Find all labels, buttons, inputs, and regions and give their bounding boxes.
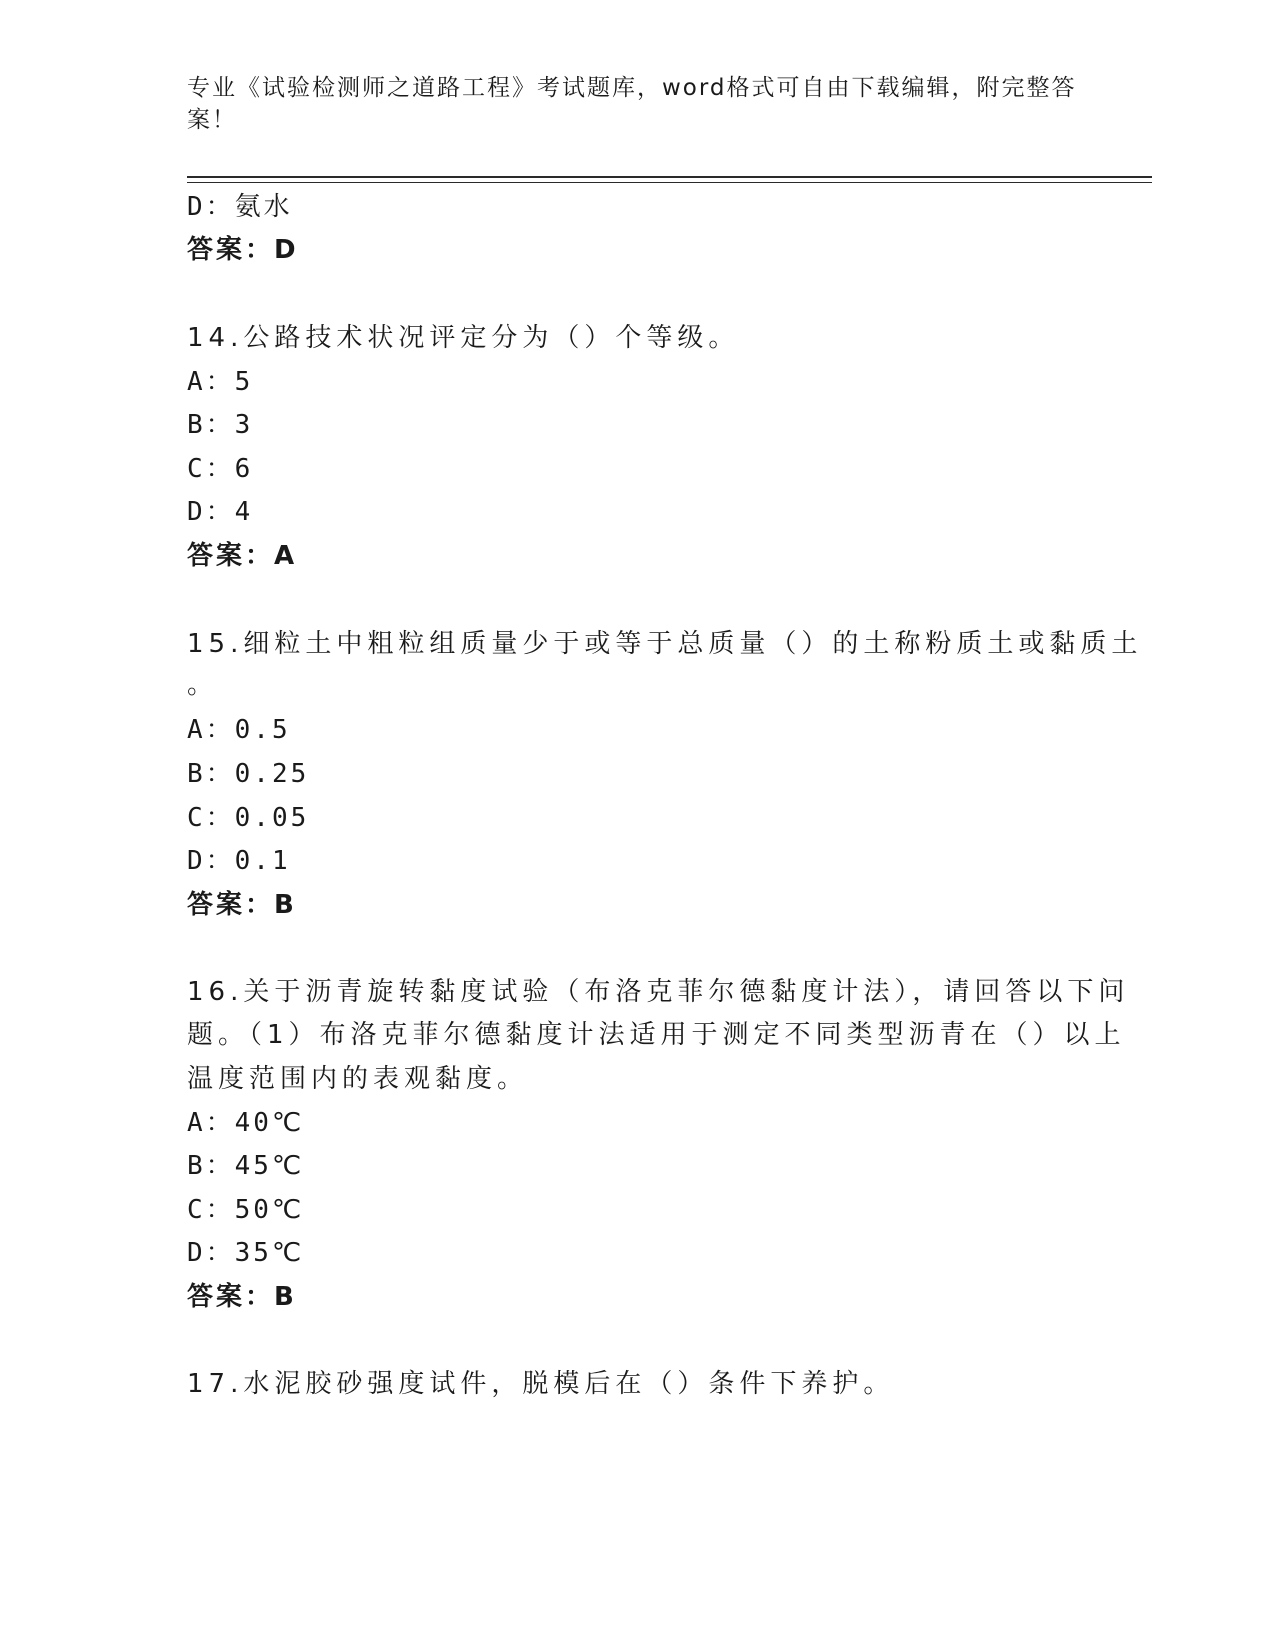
q14-option-c: C：6 — [187, 454, 254, 484]
header-divider-bottom — [187, 182, 1152, 183]
q15-question-line-2: 。 — [187, 670, 218, 700]
q17-question: 17.水泥胶砂强度试件，脱模后在（）条件下养护。 — [187, 1369, 895, 1399]
q15-option-a: A：0.5 — [187, 715, 291, 745]
q15-answer: 答案：B — [187, 890, 297, 920]
q14-answer: 答案：A — [187, 541, 298, 571]
q15-option-d: D：0.1 — [187, 846, 291, 876]
header-line-1: 专业《试验检测师之道路工程》考试题库，word格式可自由下载编辑，附完整答 — [187, 75, 1077, 101]
q14-option-b: B：3 — [187, 410, 254, 440]
header-divider-top — [187, 176, 1152, 178]
document-header — [187, 72, 1077, 136]
header-line-2: 案！ — [187, 107, 237, 133]
q15-question-line-1: 15.细粒土中粗粒组质量少于或等于总质量（）的土称粉质土或黏质土 — [187, 629, 1143, 659]
q16-option-d: D：35℃ — [187, 1238, 305, 1268]
q15-option-c: C：0.05 — [187, 803, 310, 833]
q16-option-c: C：50℃ — [187, 1195, 305, 1225]
q14-question: 14.公路技术状况评定分为（）个等级。 — [187, 323, 740, 353]
q13-answer: 答案：D — [187, 235, 299, 265]
q15-option-b: B：0.25 — [187, 759, 310, 789]
q16-answer: 答案：B — [187, 1282, 297, 1312]
q16-question-line-1: 16.关于沥青旋转黏度试验（布洛克菲尔德黏度计法），请回答以下问 — [187, 977, 1130, 1007]
q16-option-b: B：45℃ — [187, 1151, 305, 1181]
q16-question-line-3: 温度范围内的表观黏度。 — [187, 1064, 529, 1094]
q13-option-d: D：氨水 — [187, 192, 293, 222]
q16-question-line-2: 题。（1）布洛克菲尔德黏度计法适用于测定不同类型沥青在（）以上 — [187, 1020, 1126, 1050]
q14-option-d: D：4 — [187, 497, 254, 527]
q16-option-a: A：40℃ — [187, 1108, 305, 1138]
q14-option-a: A：5 — [187, 367, 254, 397]
